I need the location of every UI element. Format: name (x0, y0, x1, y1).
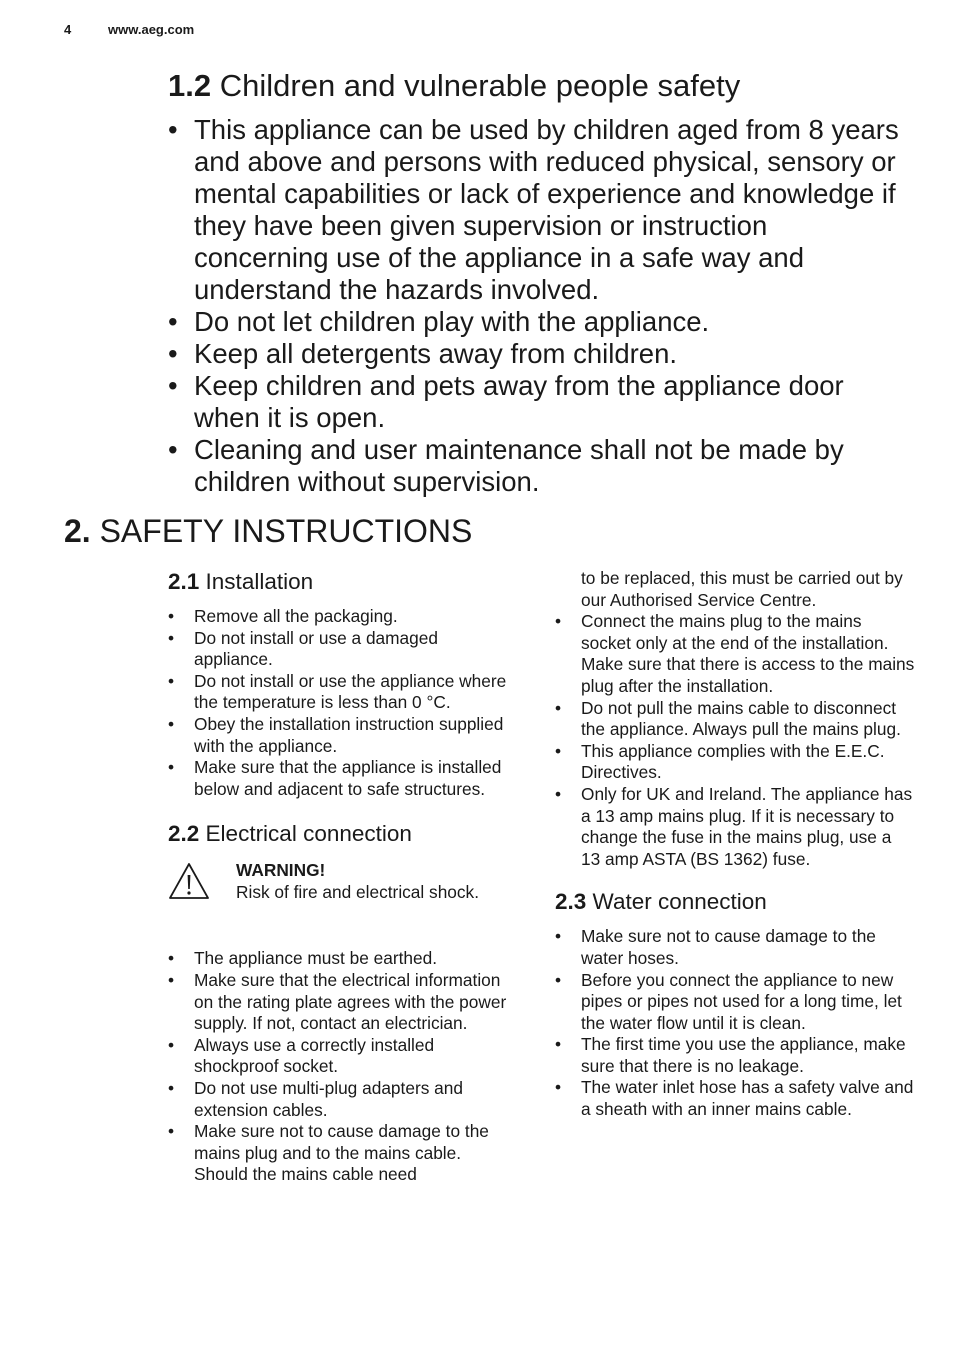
section-title: Children and vulnerable people safety (219, 68, 741, 103)
list-item-continuation: to be replaced, this must be carried out by our Authorised Service Centre. (581, 568, 903, 610)
warning-box (168, 860, 513, 932)
list-item: • Connect the mains plug to the mains socket only at the end of the installation. Make sure that there is access to the mains plug after the installation. (555, 611, 915, 697)
list-item: • Do not install or use the appliance where the temperature is less than 0 °C. (168, 671, 513, 714)
section-number: 1.2 (168, 68, 212, 103)
chapter-title: SAFETY INSTRUCTIONS (99, 513, 473, 549)
section-2-2-heading (168, 816, 513, 852)
list-item: • This appliance complies with the E.E.C. Directives. (555, 741, 915, 784)
list-item: • Cleaning and user maintenance shall not be made by children without supervision. (168, 434, 908, 498)
site-url: www.aeg.com (108, 22, 195, 37)
list-item: • Before you connect the appliance to new pipes or pipes not used for a long time, let the water flow until it is clean. (555, 970, 915, 1035)
section-title: Water connection (592, 889, 767, 915)
list-item: • Make sure not to cause damage to the water hoses. (555, 926, 915, 969)
list-item: • Make sure that the appliance is installed below and adjacent to safe structures. (168, 757, 513, 800)
water-connection-list (555, 926, 915, 1120)
section-title: Installation (205, 569, 314, 594)
list-item: • Do not install or use a damaged appliance. (168, 628, 513, 671)
list-item: • Do not use multi-plug adapters and extension cables. (168, 1078, 513, 1121)
chapter-number: 2. (64, 513, 91, 549)
list-item: • Obey the installation instruction supplied with the appliance. (168, 714, 513, 757)
list-item: • Do not let children play with the appliance. (168, 306, 908, 338)
list-item: • Keep all detergents away from children. (168, 338, 908, 370)
section-number: 2.2 (168, 821, 200, 847)
list-item: • Do not pull the mains cable to disconnect the appliance. Always pull the mains plug. (555, 698, 915, 741)
list-item: • Make sure that the electrical information on the rating plate agrees with the power supply. If not, contact an electrician. (168, 970, 513, 1035)
warning-triangle-icon (168, 862, 210, 900)
page-number: 4 (64, 22, 72, 37)
warning-text: Risk of fire and electrical shock. (236, 881, 479, 902)
left-column (168, 564, 513, 1186)
section-1-2-heading (168, 64, 740, 108)
list-item: • The first time you use the appliance, make sure that there is no leakage. (555, 1034, 915, 1077)
warning-title: WARNING! (236, 860, 326, 881)
section-2-1-heading (168, 564, 513, 600)
list-item: • The appliance must be earthed. (168, 948, 513, 970)
list-item: • Make sure not to cause damage to the mains plug and to the mains cable. Should the mains cable need (168, 1121, 513, 1186)
chapter-2-heading (64, 508, 472, 554)
list-item: • Remove all the packaging. (168, 606, 513, 628)
list-item: • The water inlet hose has a safety valve and a sheath with an inner mains cable. (555, 1077, 915, 1120)
section-title: Electrical connection (205, 821, 412, 847)
list-item: • Only for UK and Ireland. The appliance has a 13 amp mains plug. If it is necessary to change the fuse in the mains plug, use a 13 amp ASTA (BS 1362) fuse. (555, 784, 915, 870)
electrical-list-continued (555, 611, 915, 870)
section-number: 2.3 (555, 889, 587, 915)
installation-list (168, 606, 513, 800)
section-number: 2.1 (168, 569, 200, 594)
right-column (555, 568, 915, 1121)
list-item: • Always use a correctly installed shockproof socket. (168, 1035, 513, 1078)
list-item: • This appliance can be used by children aged from 8 years and above and persons with reduced physical, sensory or mental capabilities or lack of experience and knowledge if they have been given supervision or instruction concerning use of the appliance in a safe way and understand the hazards involved. (168, 114, 908, 306)
page-header (64, 22, 194, 37)
children-safety-list (168, 114, 908, 498)
electrical-list (168, 948, 513, 1186)
section-2-3-heading (555, 884, 915, 920)
list-item: • Keep children and pets away from the appliance door when it is open. (168, 370, 908, 434)
